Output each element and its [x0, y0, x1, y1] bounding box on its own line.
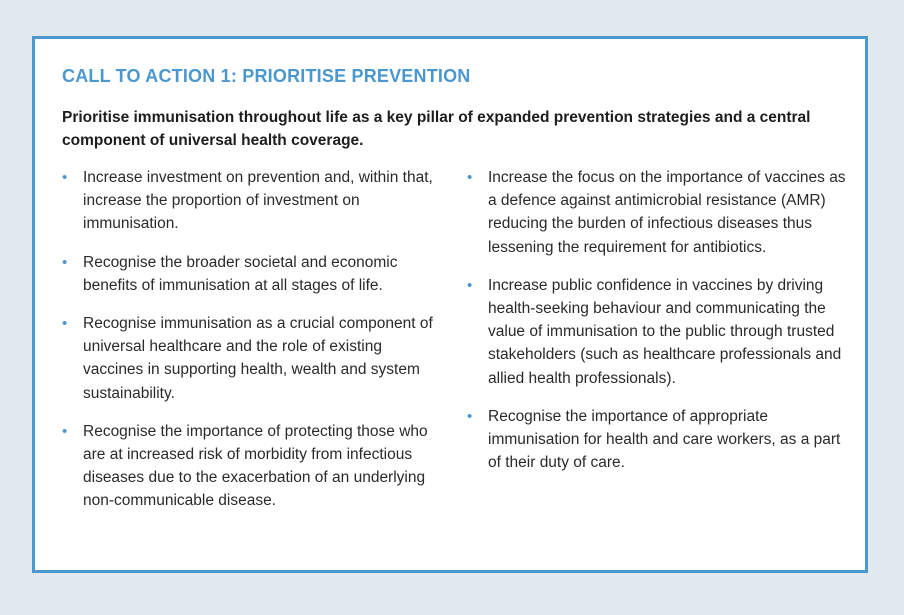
list-item [62, 251, 444, 297]
bullet-icon: • [62, 315, 68, 333]
lead-statement: Prioritise immunisation throughout life as a key pillar of expanded prevention strategies and a central component of universal health coverage. [62, 109, 811, 149]
bullet-icon: • [62, 422, 68, 440]
list-item-text: Recognise the importance of appropriate immunisation for health and care workers, as a part of their duty of care. [488, 407, 841, 472]
bullet-icon: • [467, 169, 473, 186]
list-item-text: Increase the focus on the importance of vaccines as a defence against antimicrobial resistance (AMR) reducing the burden of infectious diseases thus lessening the requirement for antibiotics. [488, 169, 846, 256]
list-item-text: Recognise the broader societal and economic benefits of immunisation at all stages of life. [83, 253, 398, 294]
list-item [62, 420, 444, 513]
bullet-icon: • [62, 169, 68, 186]
list-item-text: Increase investment on prevention and, within that, increase the proportion of investment on immunisation. [83, 169, 433, 233]
bullet-icon: • [467, 276, 473, 294]
list-item-text: Increase public confidence in vaccines by driving health-seeking behaviour and communicating the value of immunisation to the public through trusted stakeholders (such as healthcare professionals and allied health professionals). [488, 276, 842, 387]
bullet-icon: • [62, 253, 68, 271]
bullet-icon: • [467, 407, 473, 425]
panel-title: CALL TO ACTION 1: PRIORITISE PREVENTION [62, 66, 471, 86]
list-item [467, 166, 847, 259]
left-bullet-list [62, 166, 444, 528]
list-item [62, 312, 444, 405]
list-item [62, 166, 444, 236]
list-item [467, 274, 847, 390]
list-item [467, 405, 847, 475]
call-to-action-panel [32, 36, 868, 573]
right-bullet-list [467, 166, 847, 489]
list-item-text: Recognise the importance of protecting those who are at increased risk of morbidity from infectious diseases due to the exacerbation of an underlying non-communicable disease. [83, 422, 428, 510]
list-item-text: Recognise immunisation as a crucial component of universal healthcare and the role of existing vaccines in supporting health, wealth and system sustainability. [83, 315, 433, 402]
